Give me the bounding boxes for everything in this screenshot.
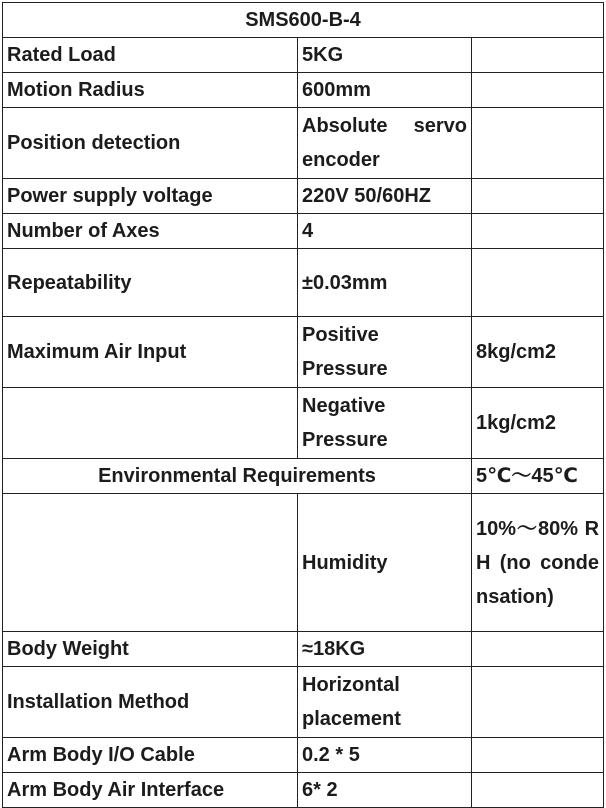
table-row <box>3 773 604 808</box>
empty-cell <box>3 494 298 632</box>
positive-pressure-label: Positive Pressure <box>298 317 472 388</box>
empty-cell <box>3 388 298 459</box>
empty-cell <box>472 38 604 73</box>
body-weight-value: ≈18KG <box>298 632 472 667</box>
empty-cell <box>472 738 604 773</box>
table-row <box>3 317 604 388</box>
air-interface-value: 6* 2 <box>298 773 472 808</box>
negative-pressure-label: Negative Pressure <box>298 388 472 459</box>
empty-cell <box>472 179 604 214</box>
io-cable-label: Arm Body I/O Cable <box>3 738 298 773</box>
power-supply-label: Power supply voltage <box>3 179 298 214</box>
table-row <box>3 73 604 108</box>
table-row <box>3 388 604 459</box>
empty-cell <box>472 249 604 317</box>
motion-radius-label: Motion Radius <box>3 73 298 108</box>
installation-value: Horizontal placement <box>298 667 472 738</box>
empty-cell <box>472 632 604 667</box>
empty-cell <box>472 73 604 108</box>
spec-table <box>2 2 604 808</box>
humidity-label: Humidity <box>298 494 472 632</box>
positive-pressure-value: 8kg/cm2 <box>472 317 604 388</box>
axes-value: 4 <box>298 214 472 249</box>
motion-radius-value: 600mm <box>298 73 472 108</box>
empty-cell <box>472 667 604 738</box>
negative-pressure-value: 1kg/cm2 <box>472 388 604 459</box>
rated-load-label: Rated Load <box>3 38 298 73</box>
axes-label: Number of Axes <box>3 214 298 249</box>
table-title: SMS600-B-4 <box>3 3 604 38</box>
table-row <box>3 179 604 214</box>
environment-label: Environmental Requirements <box>3 459 472 494</box>
temperature-value: 5℃～45℃ <box>472 459 604 494</box>
empty-cell <box>472 773 604 808</box>
table-title-row <box>3 3 604 38</box>
air-interface-label: Arm Body Air Interface <box>3 773 298 808</box>
power-supply-value: 220V 50/60HZ <box>298 179 472 214</box>
table-row <box>3 459 604 494</box>
table-row <box>3 738 604 773</box>
table-row <box>3 249 604 317</box>
air-input-label: Maximum Air Input <box>3 317 298 388</box>
installation-label: Installation Method <box>3 667 298 738</box>
repeatability-label: Repeatability <box>3 249 298 317</box>
table-row <box>3 632 604 667</box>
rated-load-value: 5KG <box>298 38 472 73</box>
repeatability-value: ±0.03mm <box>298 249 472 317</box>
table-row <box>3 214 604 249</box>
humidity-value: 10%～80% RH (no condensation) <box>472 494 604 632</box>
io-cable-value: 0.2 * 5 <box>298 738 472 773</box>
empty-cell <box>472 108 604 179</box>
table-row <box>3 38 604 73</box>
table-row <box>3 494 604 632</box>
table-row <box>3 108 604 179</box>
table-row <box>3 667 604 738</box>
body-weight-label: Body Weight <box>3 632 298 667</box>
empty-cell <box>472 214 604 249</box>
position-detection-value: Absolute servo encoder <box>298 108 472 179</box>
position-detection-label: Position detection <box>3 108 298 179</box>
